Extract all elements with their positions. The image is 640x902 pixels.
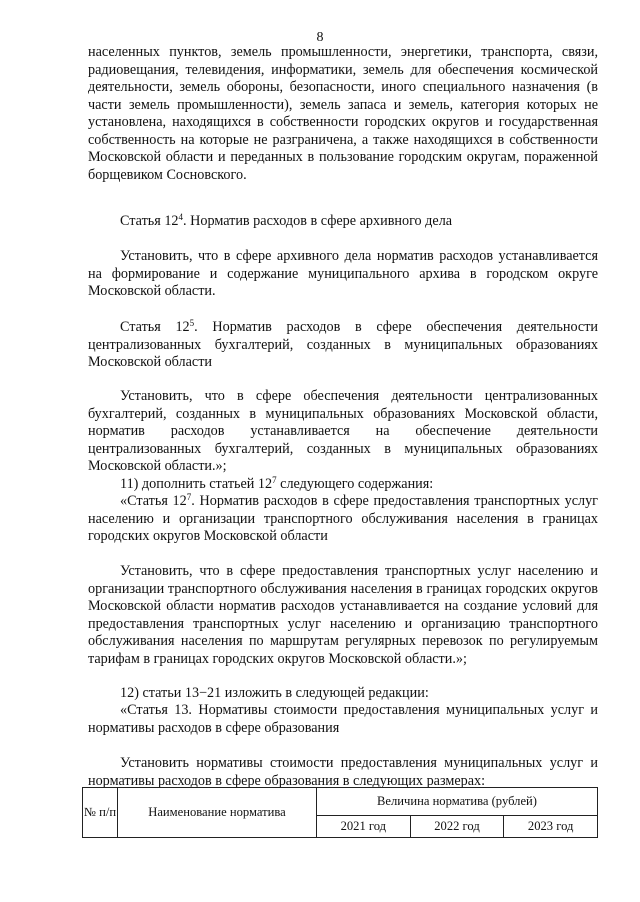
article-12-5-body: Установить, что в сфере обеспечения деятельности централизованных бухгалтерий, созданных в муниципальных образованиях Московской области, норматив расходов устанавливается на обеспечение деятельности централизованных бухгалтерий, созданных в муниципальных образованиях Московской области.»; <box>88 388 598 474</box>
table-header-year-2021: 2021 год <box>317 816 411 838</box>
paragraph-land-categories: населенных пунктов, земель промышленности, энергетики, транспорта, связи, радиовещания, телевидения, информатики, земель для обеспечения космической деятельности, земель обороны, безопасности, иного специального назначения (в части земель промышленности), земель запаса и земель, категория которых не установлена, находящихся в собственности городских округов и государственная собственность на которые не разграничена, а также находящихся в собственности Московской области и переданных в пользование городским округам, пораженной борщевиком Сосновского. <box>88 44 598 183</box>
article-13-title: «Статья 13. Нормативы стоимости предоставления муниципальных услуг и нормативы расходов в сфере образования <box>88 702 598 736</box>
article-12-7-title: «Статья $12^7$. Норматив расходов в сфере предоставления транспортных услуг населению и организации транспортного обслуживания населения в границах городских округов Московской области <box>88 492 598 544</box>
table-header-year-2023: 2023 год <box>504 816 598 838</box>
table-header-number: № п/п <box>83 788 118 838</box>
table-header-name: Наименование норматива <box>118 788 317 838</box>
table-header-year-2022: 2022 год <box>410 816 504 838</box>
page-number: 8 <box>316 30 324 45</box>
article-13-body: Установить нормативы стоимости предоставления муниципальных услуг и нормативы расходов в сфере образования в следующих размерах: <box>88 755 598 789</box>
item-11: 11) дополнить статьей $12^7$ следующего содержания: <box>120 475 434 492</box>
article-12-7-body: Установить, что в сфере предоставления транспортных услуг населению и организации транспортного обслуживания населения в границах городских округов Московской области норматив расходов устанавливается на создание условий для предоставления транспортных услуг населению и организацию транспортного обслуживания населения по маршрутам регулярных перевозок по регулируемым тарифам в границах городских округов Московской области.»; <box>88 563 598 667</box>
item-12: 12) статьи 13−21 изложить в следующей редакции: <box>120 685 429 701</box>
article-12-4-title: Статья $12^4$. Норматив расходов в сфере архивного дела <box>120 212 453 229</box>
article-12-4-body: Установить, что в сфере архивного дела норматив расходов устанавливается на формирование и содержание муниципального архива в городском округе Московской области. <box>88 248 598 299</box>
article-12-5-title: Статья $12^5$. Норматив расходов в сфере обеспечения деятельности централизованных бухгалтерий, созданных в муниципальных образованиях Московской области <box>88 318 598 370</box>
table-header-value-group: Величина норматива (рублей) <box>317 788 598 816</box>
norms-table <box>82 787 598 838</box>
